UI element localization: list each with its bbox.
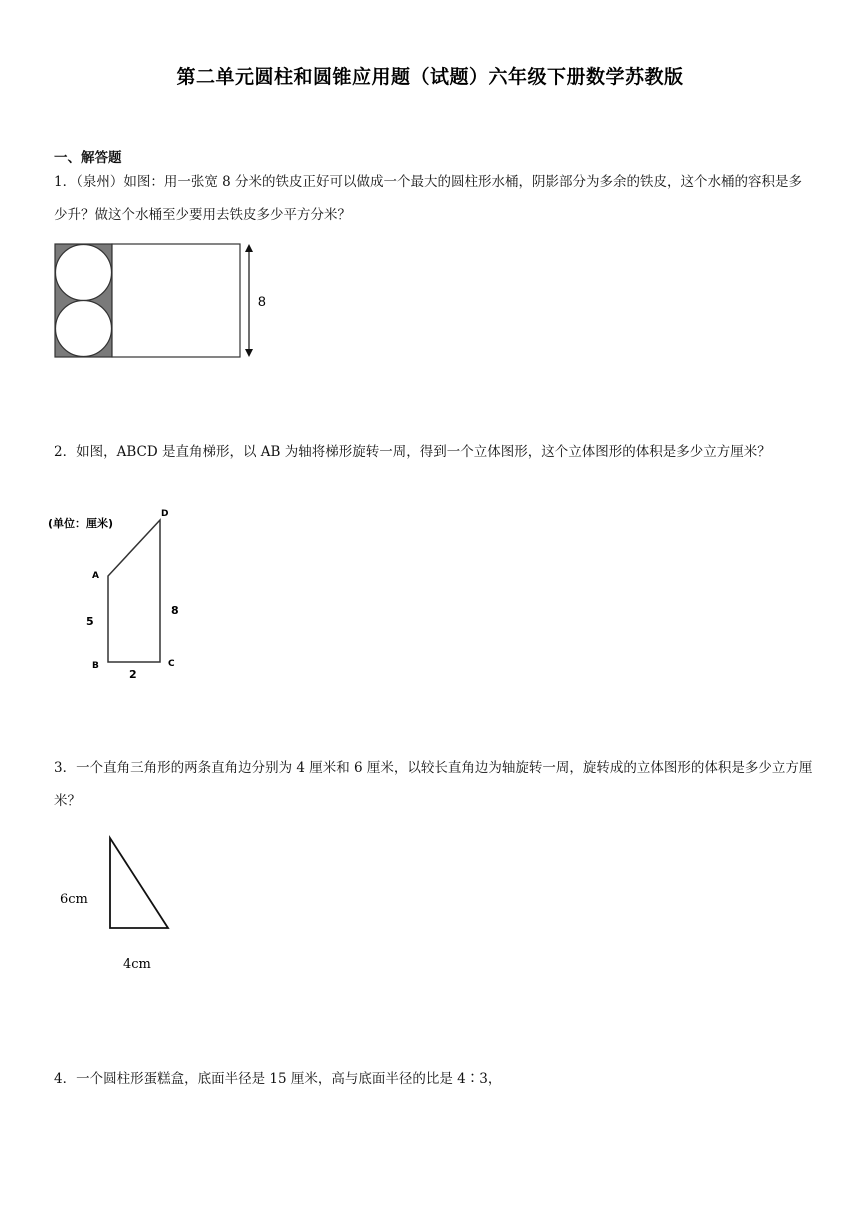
circle-bottom [56, 301, 112, 357]
right-triangle [110, 838, 168, 928]
question-4-text: 4．一个圆柱形蛋糕盒，底面半径是 15 厘米，高与底面半径的比是 4∶3， [54, 1071, 502, 1087]
arrow-head-up [245, 244, 253, 252]
bc-length-label: 2 [129, 668, 137, 681]
page-title: 第二单元圆柱和圆锥应用题（试题）六年级下册数学苏教版 [176, 66, 684, 88]
vertex-b: B [92, 661, 99, 671]
question-2-figure [40, 500, 210, 690]
side-rectangle [112, 244, 240, 357]
vertex-c: C [168, 659, 175, 669]
cd-length-label: 8 [171, 604, 179, 617]
section-heading: 一、解答题 [54, 150, 122, 166]
question-3-figure [50, 830, 210, 980]
circle-top [56, 245, 112, 301]
dimension-label: 8 [258, 293, 266, 309]
base-label: 4cm [123, 957, 151, 972]
question-1-text: 1．（泉州）如图：用一张宽 8 分米的铁皮正好可以做成一个最大的圆柱形水桶，阴影部分为多余的铁皮，这个水桶的容积是多少升？做这个水桶至少要用去铁皮多少平方分米？ [54, 174, 803, 223]
question-2-text: 2．如图，ABCD 是直角梯形，以 AB 为轴将梯形旋转一周，得到一个立体图形，这个立体图形的体积是多少立方厘米？ [54, 444, 771, 460]
unit-label: (单位：厘米) [48, 517, 114, 530]
ab-length-label: 5 [86, 615, 94, 628]
question-1-figure [50, 240, 280, 362]
trapezoid [108, 520, 160, 662]
height-label: 6cm [60, 892, 88, 907]
question-3-text: 3．一个直角三角形的两条直角边分别为 4 厘米和 6 厘米，以较长直角边为轴旋转一周，旋转成的立体图形的体积是多少立方厘米？ [54, 760, 813, 809]
arrow-head-down [245, 349, 253, 357]
vertex-d: D [161, 509, 169, 519]
vertex-a: A [92, 571, 99, 581]
